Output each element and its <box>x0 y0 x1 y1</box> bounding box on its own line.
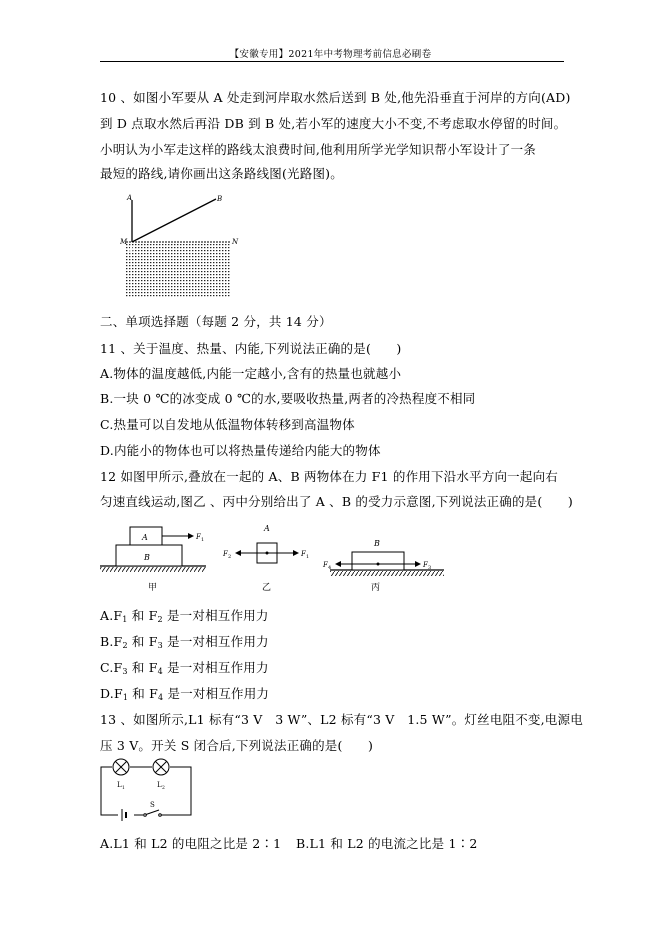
svg-text:1: 1 <box>122 786 125 791</box>
q12-option-a: $A.F_1$ 和 $F_2$ 是一对相互作用力 <box>100 608 269 624</box>
svg-text:L: L <box>157 781 162 789</box>
q10-line-3: 小明认为小军走这样的路线太浪费时间,他利用所学光学知识帮小军设计了一条 <box>100 142 536 157</box>
label-a: A <box>127 194 133 202</box>
svg-text:L: L <box>117 781 122 789</box>
q10-line-2: 到 D 点取水然后再沿 DB 到 B 处,若小军的速度大小不变,不考虑取水停留的时间。 <box>100 116 567 131</box>
label-yi: 乙 <box>262 583 272 593</box>
label-d: D <box>129 246 134 253</box>
label-b: B <box>217 195 223 203</box>
q10-line-4: 最短的路线,请你画出这条路线图(光路图)。 <box>100 166 343 181</box>
q11-option-b: B.一块 0 ℃的冰变成 0 ℃的水,要吸收热量,两者的冷热程度不相同 <box>100 391 476 406</box>
figure-bing <box>322 539 444 593</box>
svg-text:2: 2 <box>228 554 232 560</box>
svg-text:B: B <box>374 539 380 548</box>
page-header: 【安徽专用】2021年中考物理考前信息必刷卷 <box>229 49 432 60</box>
q13-option-a: A.L1 和 L2 的电阻之比是 2∶1 <box>100 836 282 851</box>
svg-text:1: 1 <box>306 554 310 560</box>
q12-option-c: $C.F_3$ 和 $F_4$ 是一对相互作用力 <box>100 660 269 676</box>
q12-option-b: $B.F_2$ 和 $F_3$ 是一对相互作用力 <box>100 634 269 650</box>
figure-yi <box>222 524 309 593</box>
svg-text:F: F <box>196 533 201 541</box>
figure-jia <box>100 527 206 593</box>
label-bing: 丙 <box>371 583 381 593</box>
svg-text:A: A <box>142 533 148 542</box>
svg-text:A: A <box>264 524 270 533</box>
label-jia: 甲 <box>148 583 158 593</box>
q13-option-b: B.L1 和 L2 的电流之比是 1∶2 <box>296 836 478 851</box>
q11-option-c: C.热量可以自发地从低温物体转移到高温物体 <box>100 417 355 432</box>
svg-text:S: S <box>150 801 155 809</box>
svg-text:F: F <box>223 550 228 558</box>
q13-line-2: 压 3 V。开关 S 闭合后,下列说法正确的是( ) <box>100 738 374 753</box>
section-heading: 二、单项选择题（每题 2 分，共 14 分） <box>100 314 332 329</box>
q12-option-d: $D.F_1$ 和 $F_4$ 是一对相互作用力 <box>100 686 270 702</box>
svg-text:F: F <box>323 561 328 569</box>
q10-line-1: 10 、如图小军要从 A 处走到河岸取水然后送到 B 处,他先沿垂直于河岸的方向(AD) <box>100 90 571 105</box>
svg-text:3: 3 <box>428 565 432 571</box>
svg-text:4: 4 <box>328 565 332 571</box>
q11-option-a: A.物体的温度越低,内能一定越小,含有的热量也就越小 <box>100 366 402 381</box>
svg-text:1: 1 <box>201 537 205 543</box>
block-b-bing <box>352 552 404 570</box>
svg-text:F: F <box>301 550 306 558</box>
lamp-l1-icon <box>113 759 129 775</box>
q12-force-figure <box>98 518 478 600</box>
path-db <box>132 199 216 242</box>
river-water <box>126 243 231 298</box>
q13-circuit-figure <box>98 758 198 828</box>
q11-stem: 11 、关于温度、热量、内能,下列说法正确的是( ) <box>100 341 402 356</box>
svg-text:B: B <box>144 553 150 562</box>
lamp-l2-icon <box>153 759 169 775</box>
q10-river-figure <box>120 190 240 302</box>
header-rule <box>100 61 564 62</box>
label-n: N <box>232 238 239 246</box>
q13-line-1: 13 、如图所示,L1 标有“3 V 3 W”、L2 标有“3 V 1.5 W”。灯丝电阻不变,电源电 <box>100 712 583 727</box>
q12-line-2: 匀速直线运动,图乙 、丙中分别给出了 A 、B 的受力示意图,下列说法正确的是( ) <box>100 494 573 509</box>
svg-text:F: F <box>423 561 428 569</box>
label-m: M <box>120 238 128 246</box>
svg-text:2: 2 <box>162 786 165 791</box>
q12-line-1: 12 如图甲所示,叠放在一起的 A、B 两物体在力 F1 的作用下沿水平方向一起向右 <box>100 469 558 484</box>
q11-option-d: D.内能小的物体也可以将热量传递给内能大的物体 <box>100 443 381 458</box>
